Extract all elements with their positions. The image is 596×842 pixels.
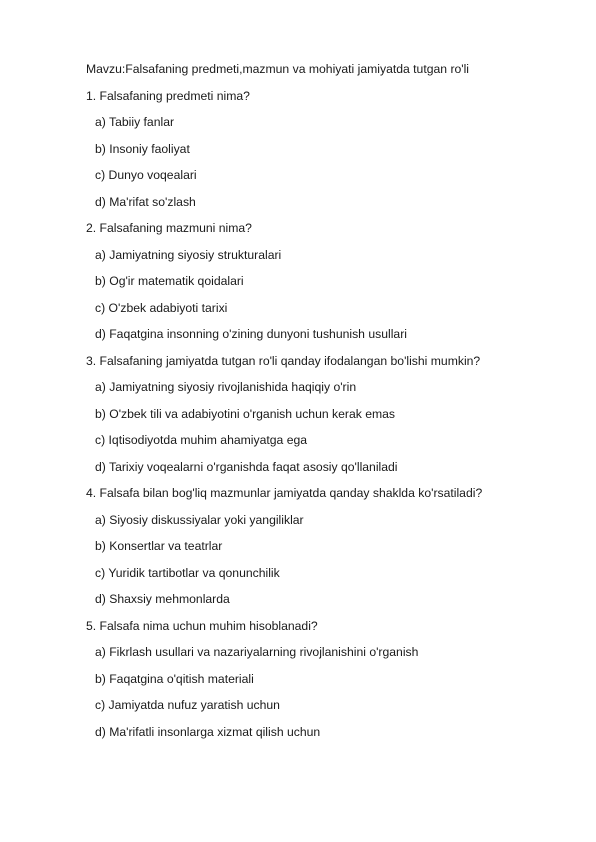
answer-option: b) O'zbek tili va adabiyotini o'rganish uchun kerak emas xyxy=(95,406,396,421)
answer-option: a) Tabiiy fanlar xyxy=(95,115,175,129)
answer-option: c) Iqtisodiyotda muhim ahamiyatga ega xyxy=(95,433,308,447)
answer-option: b) Konsertlar va teatrlar xyxy=(95,539,223,553)
document-title: Mavzu:Falsafaning predmeti,mazmun va mohiyati jamiyatda tutgan ro'li xyxy=(86,62,470,76)
question-text: 4. Falsafa bilan bog'liq mazmunlar jamiyatda qanday shaklda ko'rsatiladi? xyxy=(86,486,483,500)
question-text: 1. Falsafaning predmeti nima? xyxy=(86,88,250,103)
document-content xyxy=(86,56,566,745)
answer-option: d) Ma'rifatli insonlarga xizmat qilish uchun xyxy=(95,724,321,739)
answer-option: d) Faqatgina insonning o'zining dunyoni tushunish usullari xyxy=(95,327,407,341)
question-3 xyxy=(86,348,566,481)
answer-option: c) Jamiyatda nufuz yaratish uchun xyxy=(95,698,280,712)
answer-option: c) Dunyo voqealari xyxy=(95,168,197,182)
answer-option: b) Insoniy faoliyat xyxy=(95,141,190,156)
answer-option: a) Jamiyatning siyosiy strukturalari xyxy=(95,247,282,262)
question-4 xyxy=(86,480,566,613)
answer-option: c) Yuridik tartibotlar va qonunchilik xyxy=(95,565,280,580)
answer-option: a) Jamiyatning siyosiy rivojlanishida haqiqiy o'rin xyxy=(95,380,357,394)
question-5 xyxy=(86,613,566,746)
answer-option: a) Fikrlash usullari va nazariyalarning rivojlanishini o'rganish xyxy=(95,645,419,659)
question-text: 2. Falsafaning mazmuni nima? xyxy=(86,221,252,235)
answer-option: d) Tarixiy voqealarni o'rganishda faqat asosiy qo'llaniladi xyxy=(95,459,398,474)
answer-option: b) Og'ir matematik qoidalari xyxy=(95,274,244,288)
question-text: 5. Falsafa nima uchun muhim hisoblanadi? xyxy=(86,618,318,633)
answer-option: d) Ma'rifat so'zlash xyxy=(95,194,196,209)
question-text: 3. Falsafaning jamiyatda tutgan ro'li qanday ifodalangan bo'lishi mumkin? xyxy=(86,353,481,368)
answer-option: d) Shaxsiy mehmonlarda xyxy=(95,592,230,606)
answer-option: c) O'zbek adabiyoti tarixi xyxy=(95,300,228,315)
answer-option: a) Siyosiy diskussiyalar yoki yangiliklar xyxy=(95,512,304,527)
question-1 xyxy=(86,83,566,216)
question-2 xyxy=(86,215,566,348)
answer-option: b) Faqatgina o'qitish materiali xyxy=(95,671,254,686)
